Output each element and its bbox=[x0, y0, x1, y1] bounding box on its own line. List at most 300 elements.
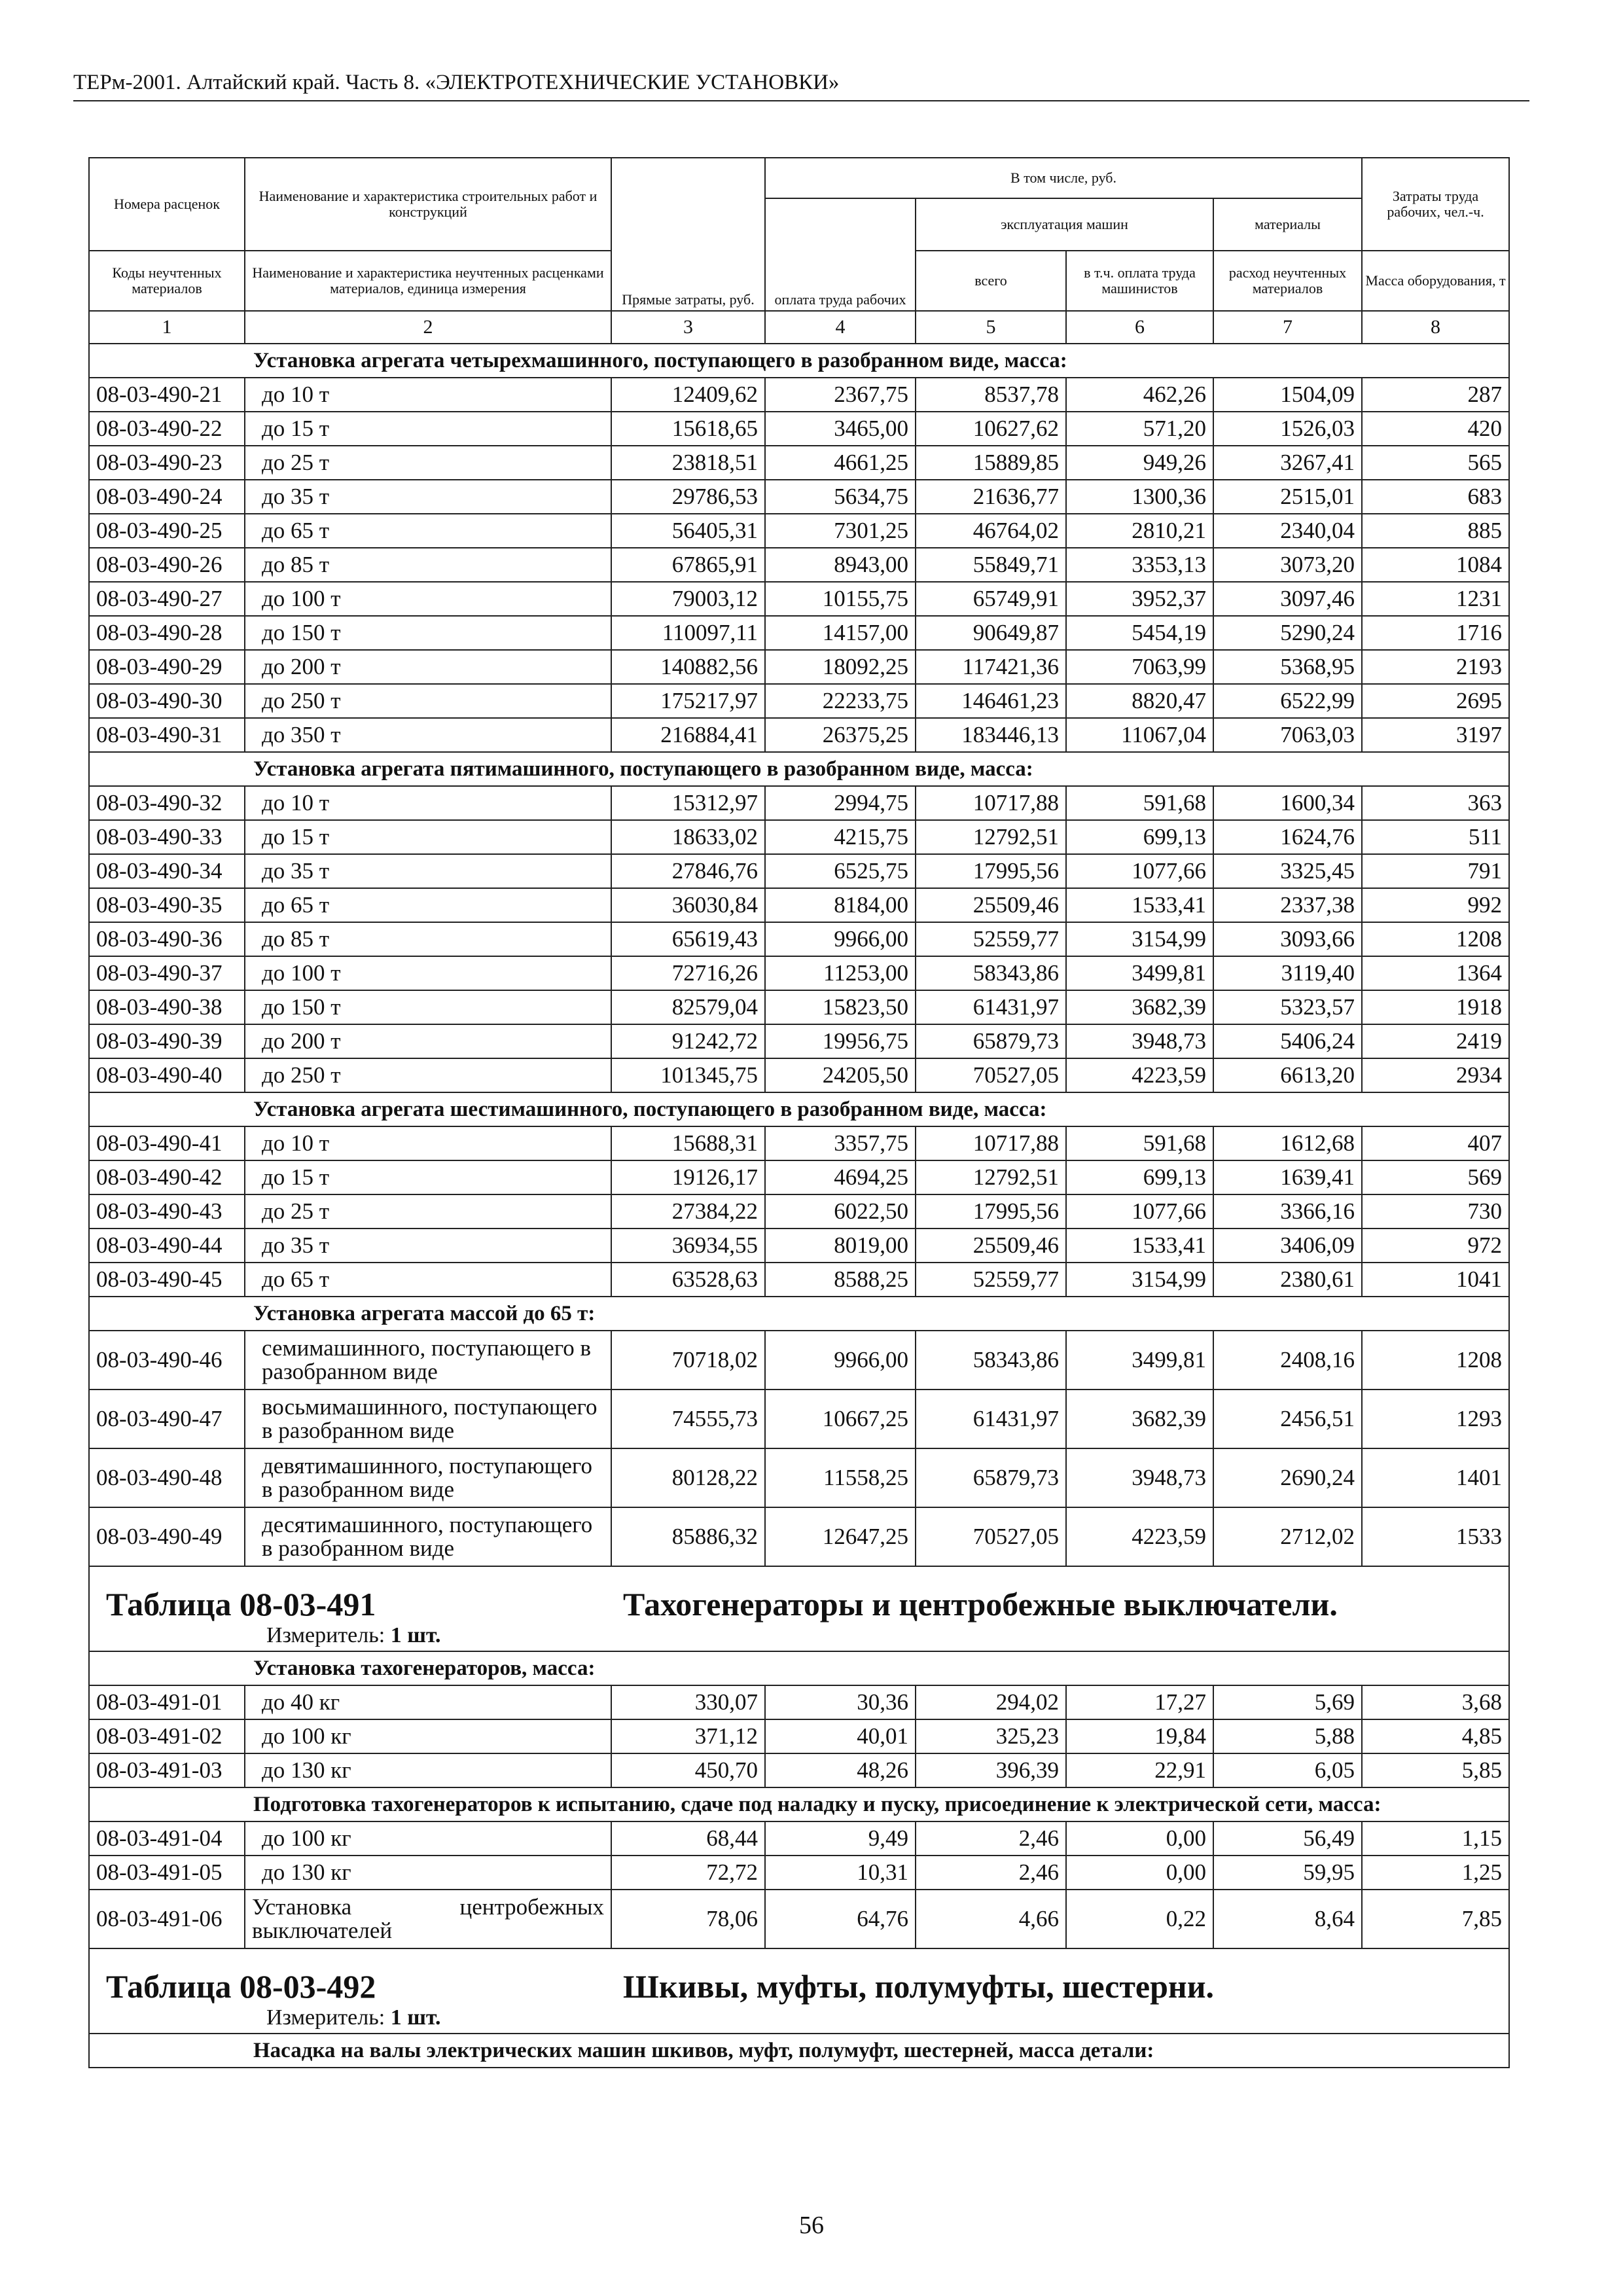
machines-total: 52559,77 bbox=[916, 922, 1066, 956]
column-number: 8 bbox=[1362, 311, 1509, 344]
machines-total: 52559,77 bbox=[916, 1263, 1066, 1297]
col-head-kody: Коды неучтенных материалов bbox=[89, 251, 245, 311]
work-name: до 15 т bbox=[245, 1160, 611, 1194]
machinists-pay: 3499,81 bbox=[1066, 1331, 1213, 1390]
section-row bbox=[89, 1297, 1509, 1331]
rate-code: 08-03-490-24 bbox=[89, 480, 245, 514]
rate-code: 08-03-490-42 bbox=[89, 1160, 245, 1194]
direct-cost: 216884,41 bbox=[611, 718, 765, 752]
direct-cost: 15312,97 bbox=[611, 786, 765, 820]
work-name: до 250 т bbox=[245, 1058, 611, 1092]
table-row bbox=[89, 1024, 1509, 1058]
section-title: Подготовка тахогенераторов к испытанию, сдаче под наладку и пуску, присоединение к электрической сети, масса: bbox=[89, 1787, 1509, 1821]
rate-code: 08-03-490-32 bbox=[89, 786, 245, 820]
table-row bbox=[89, 1263, 1509, 1297]
rate-code: 08-03-490-33 bbox=[89, 820, 245, 854]
col-head-vsego: всего bbox=[916, 251, 1066, 311]
labor-pay: 8019,00 bbox=[765, 1229, 916, 1263]
labor-pay: 2367,75 bbox=[765, 378, 916, 412]
col-head-oplata: оплата труда рабочих bbox=[765, 198, 916, 311]
work-name: до 200 т bbox=[245, 1024, 611, 1058]
table-row bbox=[89, 1753, 1509, 1787]
materials: 5323,57 bbox=[1213, 990, 1362, 1024]
machines-total: 15889,85 bbox=[916, 446, 1066, 480]
machines-total: 65749,91 bbox=[916, 582, 1066, 616]
work-name: до 250 т bbox=[245, 684, 611, 718]
direct-cost: 27384,22 bbox=[611, 1194, 765, 1229]
direct-cost: 78,06 bbox=[611, 1890, 765, 1948]
table-row bbox=[89, 446, 1509, 480]
machinists-pay: 1533,41 bbox=[1066, 888, 1213, 922]
machinists-pay: 3682,39 bbox=[1066, 990, 1213, 1024]
labor-pay: 7301,25 bbox=[765, 514, 916, 548]
materials: 6522,99 bbox=[1213, 684, 1362, 718]
direct-cost: 91242,72 bbox=[611, 1024, 765, 1058]
machines-total: 8537,78 bbox=[916, 378, 1066, 412]
labor-or-mass: 2419 bbox=[1362, 1024, 1509, 1058]
machines-total: 10717,88 bbox=[916, 786, 1066, 820]
work-name: восьмимашинного, поступающего в разобранном виде bbox=[245, 1390, 611, 1448]
machinists-pay: 3154,99 bbox=[1066, 1263, 1213, 1297]
labor-or-mass: 1084 bbox=[1362, 548, 1509, 582]
labor-or-mass: 972 bbox=[1362, 1229, 1509, 1263]
work-name: Установка центробежных выключателей bbox=[245, 1890, 611, 1948]
labor-pay: 9966,00 bbox=[765, 922, 916, 956]
work-name: до 100 т bbox=[245, 582, 611, 616]
work-name: десятимашинного, поступающего в разобранном виде bbox=[245, 1507, 611, 1566]
machines-total: 183446,13 bbox=[916, 718, 1066, 752]
labor-or-mass: 2695 bbox=[1362, 684, 1509, 718]
rate-code: 08-03-491-04 bbox=[89, 1821, 245, 1856]
table-row bbox=[89, 1126, 1509, 1160]
table-row bbox=[89, 1229, 1509, 1263]
labor-pay: 6525,75 bbox=[765, 854, 916, 888]
rate-code: 08-03-490-44 bbox=[89, 1229, 245, 1263]
table-row bbox=[89, 684, 1509, 718]
machinists-pay: 3499,81 bbox=[1066, 956, 1213, 990]
materials: 3366,16 bbox=[1213, 1194, 1362, 1229]
table-number: Таблица 08-03-491 bbox=[106, 1586, 376, 1623]
table-row bbox=[89, 1331, 1509, 1390]
machinists-pay: 4223,59 bbox=[1066, 1058, 1213, 1092]
work-name: до 100 кг bbox=[245, 1821, 611, 1856]
col-head-ekspl: эксплуатация машин bbox=[916, 198, 1213, 251]
direct-cost: 79003,12 bbox=[611, 582, 765, 616]
machines-total: 17995,56 bbox=[916, 1194, 1066, 1229]
labor-or-mass: 1293 bbox=[1362, 1390, 1509, 1448]
machinists-pay: 3154,99 bbox=[1066, 922, 1213, 956]
labor-pay: 22233,75 bbox=[765, 684, 916, 718]
table-number: Таблица 08-03-492 bbox=[106, 1968, 376, 2005]
labor-or-mass: 1533 bbox=[1362, 1507, 1509, 1566]
machinists-pay: 1077,66 bbox=[1066, 854, 1213, 888]
machinists-pay: 7063,99 bbox=[1066, 650, 1213, 684]
table-row bbox=[89, 616, 1509, 650]
table-row bbox=[89, 1890, 1509, 1948]
labor-pay: 9966,00 bbox=[765, 1331, 916, 1390]
direct-cost: 56405,31 bbox=[611, 514, 765, 548]
materials: 3097,46 bbox=[1213, 582, 1362, 616]
col-head-vtom: В том числе, руб. bbox=[765, 158, 1362, 198]
work-name: до 100 т bbox=[245, 956, 611, 990]
work-name: до 100 кг bbox=[245, 1719, 611, 1753]
labor-or-mass: 511 bbox=[1362, 820, 1509, 854]
labor-or-mass: 2934 bbox=[1362, 1058, 1509, 1092]
machinists-pay: 17,27 bbox=[1066, 1685, 1213, 1719]
work-name: до 350 т bbox=[245, 718, 611, 752]
labor-pay: 9,49 bbox=[765, 1821, 916, 1856]
machinists-pay: 462,26 bbox=[1066, 378, 1213, 412]
direct-cost: 450,70 bbox=[611, 1753, 765, 1787]
labor-or-mass: 1041 bbox=[1362, 1263, 1509, 1297]
direct-cost: 72716,26 bbox=[611, 956, 765, 990]
table-row bbox=[89, 480, 1509, 514]
labor-or-mass: 1918 bbox=[1362, 990, 1509, 1024]
labor-pay: 4215,75 bbox=[765, 820, 916, 854]
direct-cost: 330,07 bbox=[611, 1685, 765, 1719]
rate-code: 08-03-491-05 bbox=[89, 1856, 245, 1890]
direct-cost: 36030,84 bbox=[611, 888, 765, 922]
labor-pay: 10667,25 bbox=[765, 1390, 916, 1448]
col-head-rashod: расход неучтенных материалов bbox=[1213, 251, 1362, 311]
machines-total: 146461,23 bbox=[916, 684, 1066, 718]
machines-total: 2,46 bbox=[916, 1821, 1066, 1856]
table-row bbox=[89, 1194, 1509, 1229]
machinists-pay: 3948,73 bbox=[1066, 1024, 1213, 1058]
labor-or-mass: 3197 bbox=[1362, 718, 1509, 752]
work-name: до 150 т bbox=[245, 616, 611, 650]
rate-code: 08-03-490-34 bbox=[89, 854, 245, 888]
page-number: 56 bbox=[799, 2212, 824, 2239]
rates-table bbox=[88, 157, 1510, 2068]
rate-code: 08-03-490-25 bbox=[89, 514, 245, 548]
rate-code: 08-03-490-26 bbox=[89, 548, 245, 582]
machinists-pay: 2810,21 bbox=[1066, 514, 1213, 548]
materials: 2456,51 bbox=[1213, 1390, 1362, 1448]
section-row bbox=[89, 1092, 1509, 1126]
machines-total: 12792,51 bbox=[916, 1160, 1066, 1194]
machines-total: 61431,97 bbox=[916, 1390, 1066, 1448]
labor-or-mass: 4,85 bbox=[1362, 1719, 1509, 1753]
table-row bbox=[89, 820, 1509, 854]
machines-total: 58343,86 bbox=[916, 956, 1066, 990]
rate-code: 08-03-490-46 bbox=[89, 1331, 245, 1390]
direct-cost: 371,12 bbox=[611, 1719, 765, 1753]
table-name: Шкивы, муфты, полумуфты, шестерни. bbox=[623, 1968, 1215, 2005]
labor-pay: 14157,00 bbox=[765, 616, 916, 650]
rate-code: 08-03-490-28 bbox=[89, 616, 245, 650]
labor-pay: 18092,25 bbox=[765, 650, 916, 684]
direct-cost: 19126,17 bbox=[611, 1160, 765, 1194]
table-row bbox=[89, 1160, 1509, 1194]
running-header: ТЕРм-2001. Алтайский край. Часть 8. «ЭЛЕКТРОТЕХНИЧЕСКИЕ УСТАНОВКИ» bbox=[73, 71, 1529, 101]
labor-or-mass: 1208 bbox=[1362, 922, 1509, 956]
labor-pay: 19956,75 bbox=[765, 1024, 916, 1058]
machinists-pay: 3948,73 bbox=[1066, 1448, 1213, 1507]
machines-total: 25509,46 bbox=[916, 1229, 1066, 1263]
measure-value: 1 шт. bbox=[390, 1623, 441, 1647]
materials: 2380,61 bbox=[1213, 1263, 1362, 1297]
section-title: Насадка на валы электрических машин шкивов, муфт, полумуфт, шестерней, масса детали: bbox=[89, 2034, 1509, 2068]
work-name: до 85 т bbox=[245, 548, 611, 582]
table-row bbox=[89, 1390, 1509, 1448]
col-head-naim: Наименование и характеристика строительных работ и конструкций bbox=[245, 158, 611, 251]
materials: 3093,66 bbox=[1213, 922, 1362, 956]
materials: 2712,02 bbox=[1213, 1507, 1362, 1566]
column-number: 2 bbox=[245, 311, 611, 344]
rate-code: 08-03-490-23 bbox=[89, 446, 245, 480]
col-head-vtch: в т.ч. оплата труда машинистов bbox=[1066, 251, 1213, 311]
machines-total: 294,02 bbox=[916, 1685, 1066, 1719]
direct-cost: 29786,53 bbox=[611, 480, 765, 514]
rate-code: 08-03-490-37 bbox=[89, 956, 245, 990]
direct-cost: 110097,11 bbox=[611, 616, 765, 650]
direct-cost: 140882,56 bbox=[611, 650, 765, 684]
measure-label: Измеритель: bbox=[266, 1623, 385, 1647]
rate-code: 08-03-490-29 bbox=[89, 650, 245, 684]
direct-cost: 36934,55 bbox=[611, 1229, 765, 1263]
materials: 1612,68 bbox=[1213, 1126, 1362, 1160]
table-row bbox=[89, 854, 1509, 888]
direct-cost: 80128,22 bbox=[611, 1448, 765, 1507]
col-head-massa: Масса оборудования, т bbox=[1362, 251, 1509, 311]
materials: 6613,20 bbox=[1213, 1058, 1362, 1092]
labor-pay: 8588,25 bbox=[765, 1263, 916, 1297]
machinists-pay: 949,26 bbox=[1066, 446, 1213, 480]
work-name: до 35 т bbox=[245, 854, 611, 888]
materials: 2515,01 bbox=[1213, 480, 1362, 514]
direct-cost: 18633,02 bbox=[611, 820, 765, 854]
table-row bbox=[89, 378, 1509, 412]
machines-total: 17995,56 bbox=[916, 854, 1066, 888]
machines-total: 61431,97 bbox=[916, 990, 1066, 1024]
labor-pay: 64,76 bbox=[765, 1890, 916, 1948]
column-number: 6 bbox=[1066, 311, 1213, 344]
labor-or-mass: 1716 bbox=[1362, 616, 1509, 650]
machines-total: 10627,62 bbox=[916, 412, 1066, 446]
work-name: до 130 кг bbox=[245, 1856, 611, 1890]
labor-or-mass: 3,68 bbox=[1362, 1685, 1509, 1719]
labor-or-mass: 420 bbox=[1362, 412, 1509, 446]
section-row bbox=[89, 1787, 1509, 1821]
materials: 1624,76 bbox=[1213, 820, 1362, 854]
labor-pay: 2994,75 bbox=[765, 786, 916, 820]
machinists-pay: 22,91 bbox=[1066, 1753, 1213, 1787]
labor-or-mass: 287 bbox=[1362, 378, 1509, 412]
direct-cost: 67865,91 bbox=[611, 548, 765, 582]
section-row bbox=[89, 752, 1509, 786]
col-head-nomera: Номера расценок bbox=[89, 158, 245, 251]
section-title: Установка тахогенераторов, масса: bbox=[89, 1651, 1509, 1685]
rate-code: 08-03-490-41 bbox=[89, 1126, 245, 1160]
work-name: до 65 т bbox=[245, 514, 611, 548]
materials: 1526,03 bbox=[1213, 412, 1362, 446]
table-row bbox=[89, 888, 1509, 922]
table-row bbox=[89, 1448, 1509, 1507]
rate-code: 08-03-490-47 bbox=[89, 1390, 245, 1448]
labor-or-mass: 1208 bbox=[1362, 1331, 1509, 1390]
machinists-pay: 1300,36 bbox=[1066, 480, 1213, 514]
section-title: Установка агрегата пятимашинного, поступающего в разобранном виде, масса: bbox=[89, 752, 1509, 786]
materials: 7063,03 bbox=[1213, 718, 1362, 752]
machinists-pay: 4223,59 bbox=[1066, 1507, 1213, 1566]
labor-pay: 26375,25 bbox=[765, 718, 916, 752]
work-name: до 130 кг bbox=[245, 1753, 611, 1787]
machines-total: 117421,36 bbox=[916, 650, 1066, 684]
machinists-pay: 3353,13 bbox=[1066, 548, 1213, 582]
materials: 1639,41 bbox=[1213, 1160, 1362, 1194]
machines-total: 12792,51 bbox=[916, 820, 1066, 854]
labor-pay: 40,01 bbox=[765, 1719, 916, 1753]
rate-code: 08-03-490-36 bbox=[89, 922, 245, 956]
work-name: до 10 т bbox=[245, 786, 611, 820]
column-number: 1 bbox=[89, 311, 245, 344]
machinists-pay: 0,00 bbox=[1066, 1856, 1213, 1890]
table-row bbox=[89, 412, 1509, 446]
direct-cost: 68,44 bbox=[611, 1821, 765, 1856]
direct-cost: 63528,63 bbox=[611, 1263, 765, 1297]
direct-cost: 65619,43 bbox=[611, 922, 765, 956]
direct-cost: 23818,51 bbox=[611, 446, 765, 480]
table-row bbox=[89, 922, 1509, 956]
machines-total: 70527,05 bbox=[916, 1507, 1066, 1566]
work-name: до 10 т bbox=[245, 378, 611, 412]
measure-label: Измеритель: bbox=[266, 2005, 385, 2030]
machinists-pay: 699,13 bbox=[1066, 1160, 1213, 1194]
labor-or-mass: 992 bbox=[1362, 888, 1509, 922]
machinists-pay: 11067,04 bbox=[1066, 718, 1213, 752]
work-name: до 85 т bbox=[245, 922, 611, 956]
work-name: до 25 т bbox=[245, 1194, 611, 1229]
col-head-naim2: Наименование и характеристика неучтенных расценками материалов, единица измерения bbox=[245, 251, 611, 311]
machinists-pay: 5454,19 bbox=[1066, 616, 1213, 650]
labor-pay: 8943,00 bbox=[765, 548, 916, 582]
materials: 3073,20 bbox=[1213, 548, 1362, 582]
machinists-pay: 3952,37 bbox=[1066, 582, 1213, 616]
rate-code: 08-03-490-30 bbox=[89, 684, 245, 718]
table-row bbox=[89, 1719, 1509, 1753]
materials: 1600,34 bbox=[1213, 786, 1362, 820]
machinists-pay: 699,13 bbox=[1066, 820, 1213, 854]
materials: 6,05 bbox=[1213, 1753, 1362, 1787]
direct-cost: 175217,97 bbox=[611, 684, 765, 718]
labor-pay: 48,26 bbox=[765, 1753, 916, 1787]
materials: 5290,24 bbox=[1213, 616, 1362, 650]
direct-cost: 70718,02 bbox=[611, 1331, 765, 1390]
direct-cost: 27846,76 bbox=[611, 854, 765, 888]
labor-pay: 10155,75 bbox=[765, 582, 916, 616]
machines-total: 21636,77 bbox=[916, 480, 1066, 514]
work-name: до 35 т bbox=[245, 480, 611, 514]
rate-code: 08-03-490-39 bbox=[89, 1024, 245, 1058]
rate-code: 08-03-490-35 bbox=[89, 888, 245, 922]
machines-total: 90649,87 bbox=[916, 616, 1066, 650]
work-name: до 35 т bbox=[245, 1229, 611, 1263]
labor-pay: 11558,25 bbox=[765, 1448, 916, 1507]
materials: 59,95 bbox=[1213, 1856, 1362, 1890]
materials: 5,88 bbox=[1213, 1719, 1362, 1753]
work-name: до 10 т bbox=[245, 1126, 611, 1160]
rate-code: 08-03-490-27 bbox=[89, 582, 245, 616]
materials: 2690,24 bbox=[1213, 1448, 1362, 1507]
rate-code: 08-03-490-43 bbox=[89, 1194, 245, 1229]
materials: 2340,04 bbox=[1213, 514, 1362, 548]
machines-total: 58343,86 bbox=[916, 1331, 1066, 1390]
machines-total: 2,46 bbox=[916, 1856, 1066, 1890]
direct-cost: 85886,32 bbox=[611, 1507, 765, 1566]
direct-cost: 101345,75 bbox=[611, 1058, 765, 1092]
labor-or-mass: 2193 bbox=[1362, 650, 1509, 684]
table-row bbox=[89, 718, 1509, 752]
work-name: девятимашинного, поступающего в разобранном виде bbox=[245, 1448, 611, 1507]
direct-cost: 82579,04 bbox=[611, 990, 765, 1024]
measure-value: 1 шт. bbox=[390, 2005, 441, 2030]
materials: 3267,41 bbox=[1213, 446, 1362, 480]
materials: 5,69 bbox=[1213, 1685, 1362, 1719]
table-row bbox=[89, 514, 1509, 548]
rate-code: 08-03-490-49 bbox=[89, 1507, 245, 1566]
machines-total: 10717,88 bbox=[916, 1126, 1066, 1160]
labor-or-mass: 1401 bbox=[1362, 1448, 1509, 1507]
table-name: Тахогенераторы и центробежные выключатели. bbox=[623, 1586, 1338, 1623]
rate-code: 08-03-490-22 bbox=[89, 412, 245, 446]
labor-pay: 12647,25 bbox=[765, 1507, 916, 1566]
rate-code: 08-03-491-02 bbox=[89, 1719, 245, 1753]
section-title: Установка агрегата массой до 65 т: bbox=[89, 1297, 1509, 1331]
direct-cost: 15688,31 bbox=[611, 1126, 765, 1160]
labor-or-mass: 791 bbox=[1362, 854, 1509, 888]
materials: 1504,09 bbox=[1213, 378, 1362, 412]
machines-total: 4,66 bbox=[916, 1890, 1066, 1948]
column-number: 4 bbox=[765, 311, 916, 344]
labor-or-mass: 363 bbox=[1362, 786, 1509, 820]
section-row bbox=[89, 1651, 1509, 1685]
work-name: до 65 т bbox=[245, 888, 611, 922]
labor-or-mass: 885 bbox=[1362, 514, 1509, 548]
section-title: Установка агрегата шестимашинного, поступающего в разобранном виде, масса: bbox=[89, 1092, 1509, 1126]
materials: 2408,16 bbox=[1213, 1331, 1362, 1390]
rate-code: 08-03-490-21 bbox=[89, 378, 245, 412]
section-title: Установка агрегата четырехмашинного, поступающего в разобранном виде, масса: bbox=[89, 344, 1509, 378]
machinists-pay: 19,84 bbox=[1066, 1719, 1213, 1753]
materials: 5368,95 bbox=[1213, 650, 1362, 684]
labor-pay: 3357,75 bbox=[765, 1126, 916, 1160]
machinists-pay: 571,20 bbox=[1066, 412, 1213, 446]
labor-or-mass: 730 bbox=[1362, 1194, 1509, 1229]
table-row bbox=[89, 1856, 1509, 1890]
rates-table-frame bbox=[88, 157, 1508, 2068]
labor-pay: 5634,75 bbox=[765, 480, 916, 514]
col-head-zatraty: Затраты труда рабочих, чел.-ч. bbox=[1362, 158, 1509, 251]
section-row bbox=[89, 344, 1509, 378]
machines-total: 325,23 bbox=[916, 1719, 1066, 1753]
labor-pay: 8184,00 bbox=[765, 888, 916, 922]
col-head-materialy: материалы bbox=[1213, 198, 1362, 251]
measure-line bbox=[106, 2005, 1495, 2030]
labor-pay: 30,36 bbox=[765, 1685, 916, 1719]
table-row bbox=[89, 786, 1509, 820]
labor-pay: 4661,25 bbox=[765, 446, 916, 480]
labor-or-mass: 1231 bbox=[1362, 582, 1509, 616]
labor-pay: 15823,50 bbox=[765, 990, 916, 1024]
labor-pay: 3465,00 bbox=[765, 412, 916, 446]
rate-code: 08-03-490-38 bbox=[89, 990, 245, 1024]
work-name: до 15 т bbox=[245, 412, 611, 446]
column-number-row bbox=[89, 311, 1509, 344]
column-number: 5 bbox=[916, 311, 1066, 344]
rate-code: 08-03-490-48 bbox=[89, 1448, 245, 1507]
table-row bbox=[89, 1507, 1509, 1566]
